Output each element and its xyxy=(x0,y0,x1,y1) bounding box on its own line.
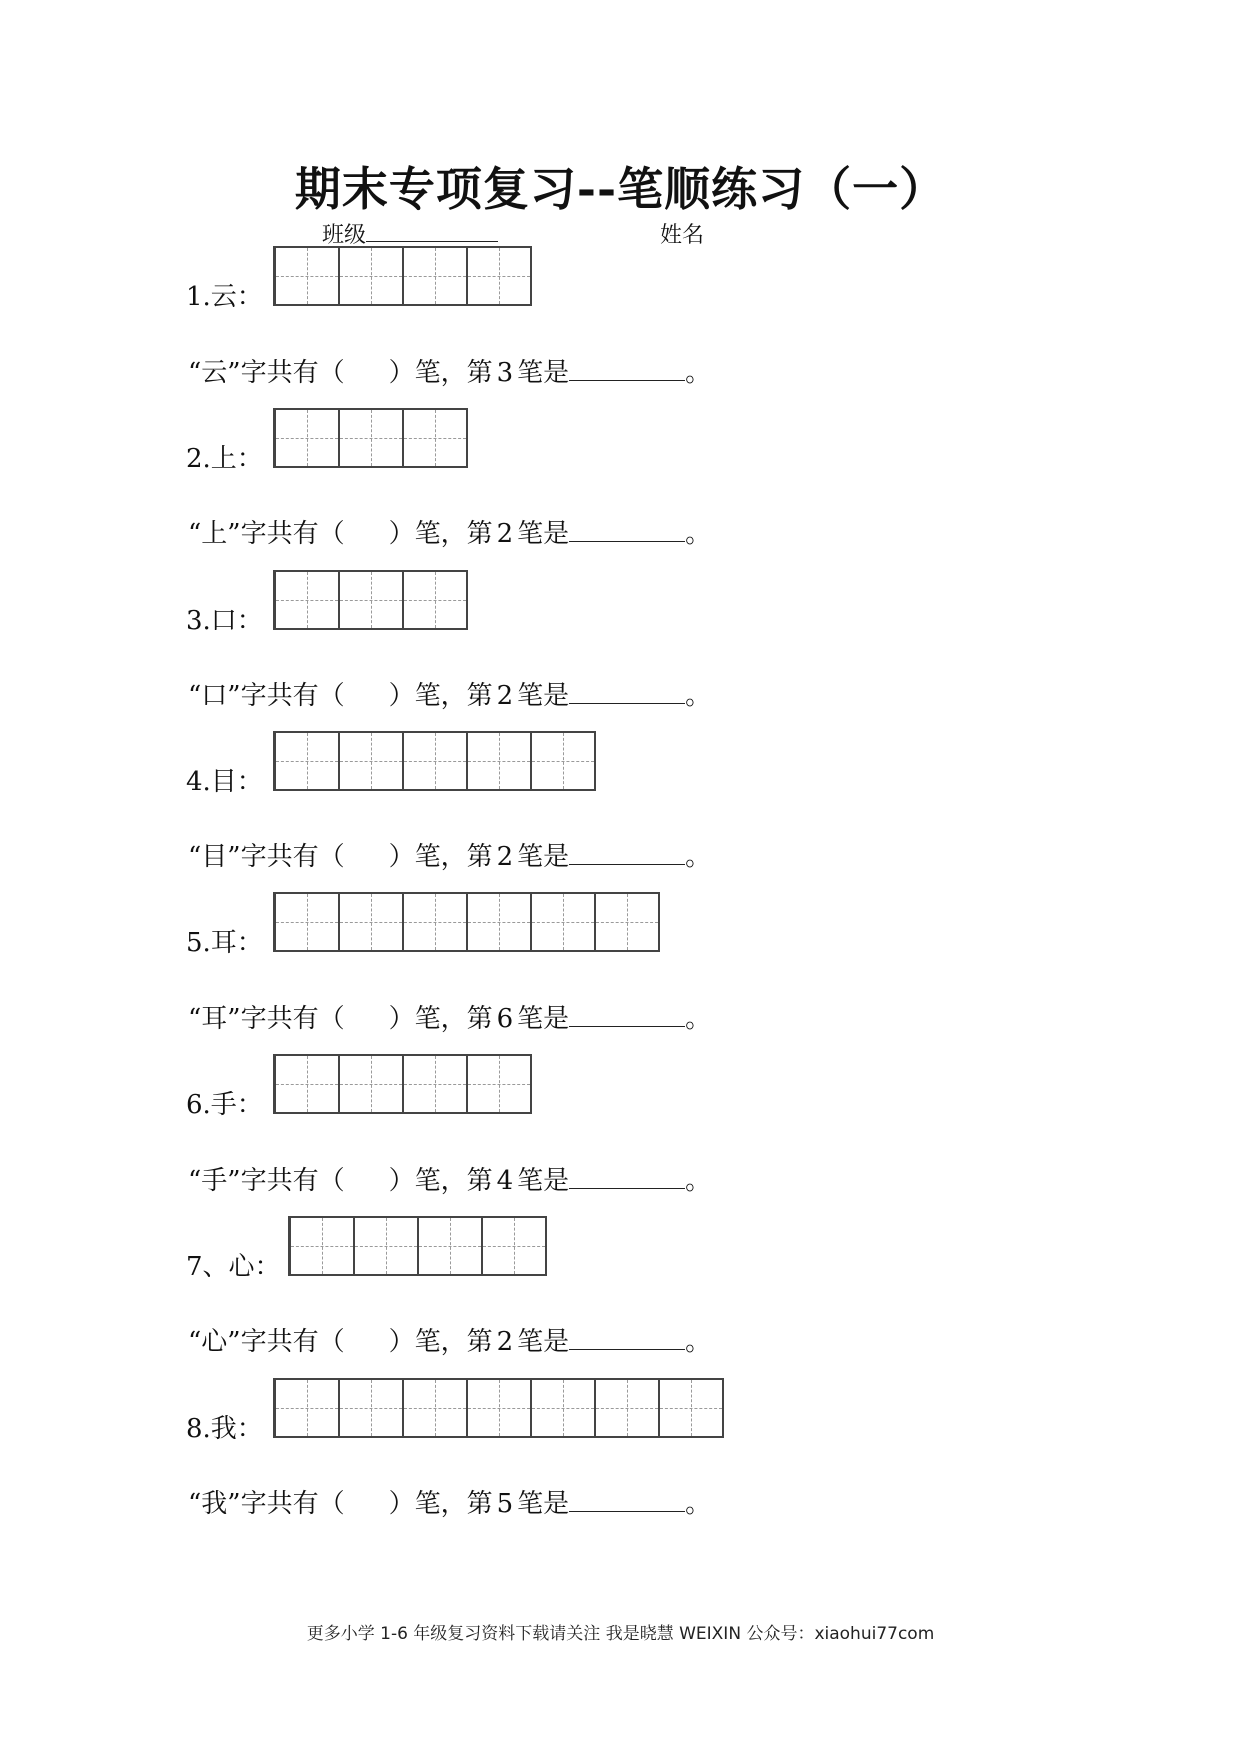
question-suffix: 笔是 xyxy=(517,842,570,872)
tianzige-grid[interactable] xyxy=(288,1216,547,1276)
stroke-question xyxy=(188,515,711,551)
writing-cell[interactable] xyxy=(530,733,594,789)
question-suffix: 笔是 xyxy=(517,358,570,388)
writing-cell[interactable] xyxy=(274,248,338,304)
stroke-number: 6 xyxy=(496,1004,514,1034)
stroke-number: 3 xyxy=(496,358,514,388)
writing-cell[interactable] xyxy=(338,248,402,304)
writing-cell[interactable] xyxy=(402,1380,466,1436)
writing-cell[interactable] xyxy=(402,410,466,466)
writing-cell[interactable] xyxy=(466,894,530,950)
question-label: 3.口： xyxy=(186,606,263,636)
writing-cell[interactable] xyxy=(466,1056,530,1112)
question-mid: ）笔，第 xyxy=(388,519,493,549)
question-label: 8.我： xyxy=(186,1414,263,1444)
answer-blank[interactable] xyxy=(569,838,685,865)
question-label: 1.云： xyxy=(186,282,263,312)
question-prefix: “手”字共有（ xyxy=(188,1166,345,1196)
class-blank[interactable] xyxy=(366,221,498,242)
writing-cell[interactable] xyxy=(274,1056,338,1112)
answer-blank[interactable] xyxy=(569,515,685,542)
question-suffix: 笔是 xyxy=(517,519,570,549)
writing-cell[interactable] xyxy=(338,1380,402,1436)
answer-blank[interactable] xyxy=(569,1000,685,1027)
question-mid: ）笔，第 xyxy=(388,1004,493,1034)
writing-cell[interactable] xyxy=(338,410,402,466)
answer-blank[interactable] xyxy=(569,1485,685,1512)
question-prefix: “目”字共有（ xyxy=(188,842,345,872)
stroke-question xyxy=(188,1323,711,1359)
tianzige-grid[interactable] xyxy=(273,1054,532,1114)
class-field xyxy=(322,218,498,249)
question-suffix: 笔是 xyxy=(517,681,570,711)
question-prefix: “口”字共有（ xyxy=(188,681,345,711)
tianzige-grid[interactable] xyxy=(273,408,468,468)
question-mid: ）笔，第 xyxy=(388,1489,493,1519)
writing-cell[interactable] xyxy=(658,1380,722,1436)
question-end: 。 xyxy=(685,681,712,711)
question-prefix: “心”字共有（ xyxy=(188,1327,345,1357)
writing-cell[interactable] xyxy=(338,894,402,950)
question-label: 2.上： xyxy=(186,444,263,474)
question-mid: ）笔，第 xyxy=(388,1327,493,1357)
question-prefix: “耳”字共有（ xyxy=(188,1004,345,1034)
writing-cell[interactable] xyxy=(274,894,338,950)
writing-cell[interactable] xyxy=(274,410,338,466)
stroke-number: 2 xyxy=(496,842,514,872)
question-prefix: “云”字共有（ xyxy=(188,358,345,388)
question-end: 。 xyxy=(685,1166,712,1196)
writing-cell[interactable] xyxy=(530,1380,594,1436)
answer-blank[interactable] xyxy=(569,1162,685,1189)
writing-cell[interactable] xyxy=(402,572,466,628)
writing-cell[interactable] xyxy=(402,733,466,789)
question-end: 。 xyxy=(685,1489,712,1519)
tianzige-grid[interactable] xyxy=(273,731,596,791)
question-mid: ）笔，第 xyxy=(388,842,493,872)
writing-cell[interactable] xyxy=(466,1380,530,1436)
question-label: 6.手： xyxy=(186,1090,263,1120)
stroke-number: 2 xyxy=(496,519,514,549)
stroke-number: 2 xyxy=(496,1327,514,1357)
stroke-question xyxy=(188,1485,711,1521)
question-label: 5.耳： xyxy=(186,928,263,958)
question-prefix: “上”字共有（ xyxy=(188,519,345,549)
tianzige-grid[interactable] xyxy=(273,246,532,306)
stroke-question xyxy=(188,677,711,713)
stroke-number: 4 xyxy=(496,1166,514,1196)
footer-note: 更多小学 1-6 年级复习资料下载请关注 我是晓慧 WEIXIN 公众号：xiaohui77com xyxy=(306,1624,935,1644)
question-suffix: 笔是 xyxy=(517,1489,570,1519)
writing-cell[interactable] xyxy=(530,894,594,950)
stroke-number: 5 xyxy=(496,1489,514,1519)
question-mid: ）笔，第 xyxy=(388,1166,493,1196)
writing-cell[interactable] xyxy=(353,1218,417,1274)
question-end: 。 xyxy=(685,519,712,549)
answer-blank[interactable] xyxy=(569,1323,685,1350)
writing-cell[interactable] xyxy=(402,1056,466,1112)
writing-cell[interactable] xyxy=(417,1218,481,1274)
stroke-question xyxy=(188,1162,711,1198)
question-suffix: 笔是 xyxy=(517,1166,570,1196)
writing-cell[interactable] xyxy=(481,1218,545,1274)
question-suffix: 笔是 xyxy=(517,1004,570,1034)
question-end: 。 xyxy=(685,1004,712,1034)
question-end: 。 xyxy=(685,1327,712,1357)
stroke-number: 2 xyxy=(496,681,514,711)
writing-cell[interactable] xyxy=(402,248,466,304)
stroke-question xyxy=(188,1000,711,1036)
stroke-question xyxy=(188,838,711,874)
writing-cell[interactable] xyxy=(274,1380,338,1436)
tianzige-grid[interactable] xyxy=(273,570,468,630)
writing-cell[interactable] xyxy=(594,1380,658,1436)
writing-cell[interactable] xyxy=(466,248,530,304)
page-title: 期末专项复习--笔顺练习（一） xyxy=(294,162,947,216)
writing-cell[interactable] xyxy=(274,733,338,789)
stroke-question xyxy=(188,354,711,390)
question-end: 。 xyxy=(685,358,712,388)
writing-cell[interactable] xyxy=(274,572,338,628)
question-end: 。 xyxy=(685,842,712,872)
tianzige-grid[interactable] xyxy=(273,1378,724,1438)
name-field xyxy=(660,218,704,249)
class-label: 班级 xyxy=(322,223,367,248)
question-label: 4.目： xyxy=(186,767,263,797)
answer-blank[interactable] xyxy=(569,677,685,704)
writing-cell[interactable] xyxy=(338,1056,402,1112)
tianzige-grid[interactable] xyxy=(273,892,660,952)
question-mid: ）笔，第 xyxy=(388,681,493,711)
question-label: 7、心： xyxy=(186,1252,281,1282)
writing-cell[interactable] xyxy=(594,894,658,950)
question-suffix: 笔是 xyxy=(517,1327,570,1357)
name-label: 姓名 xyxy=(660,223,705,248)
question-prefix: “我”字共有（ xyxy=(188,1489,345,1519)
writing-cell[interactable] xyxy=(338,572,402,628)
question-mid: ）笔，第 xyxy=(388,358,493,388)
answer-blank[interactable] xyxy=(569,354,685,381)
writing-cell[interactable] xyxy=(338,733,402,789)
writing-cell[interactable] xyxy=(402,894,466,950)
writing-cell[interactable] xyxy=(466,733,530,789)
writing-cell[interactable] xyxy=(289,1218,353,1274)
